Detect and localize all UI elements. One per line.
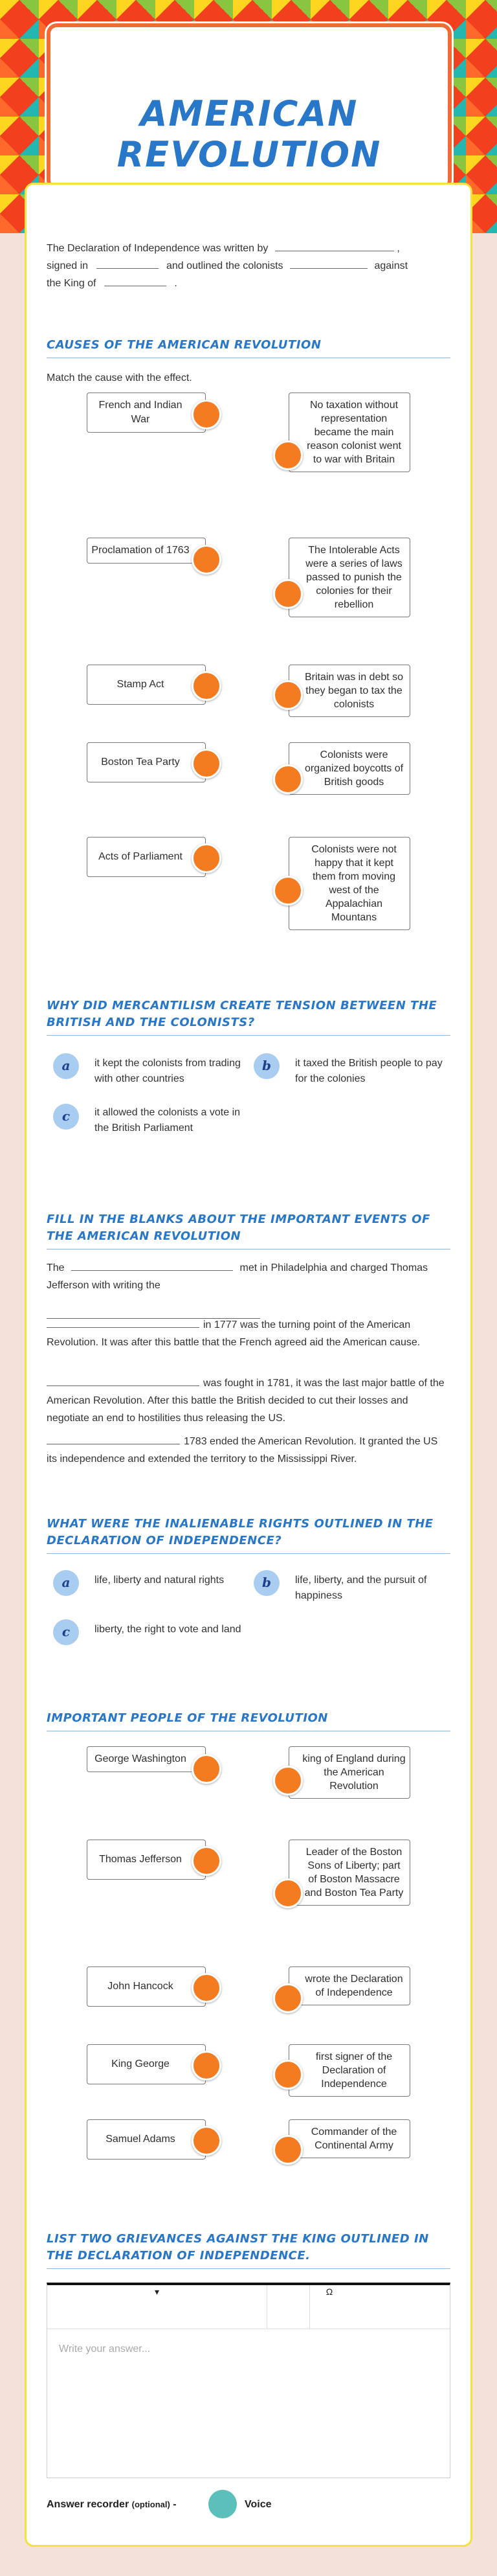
match-right-item[interactable]: king of England during the American Revolution bbox=[289, 1746, 410, 1799]
match-left-item[interactable]: King George bbox=[87, 2044, 206, 2084]
match-handle[interactable] bbox=[273, 876, 303, 906]
section-title: WHY DID MERCANTILISM CREATE TENSION BETWEEN THE BRITISH AND THE COLONISTS? bbox=[47, 997, 450, 1036]
match-right-item[interactable]: Colonists were not happy that it kept them from moving west of the Appalachian Mountans bbox=[289, 837, 410, 930]
match-handle[interactable] bbox=[273, 2135, 303, 2165]
match-left-item[interactable]: Samuel Adams bbox=[87, 2119, 206, 2160]
blank-signed[interactable] bbox=[96, 258, 159, 269]
option-text[interactable]: life, liberty, and the pursuit of happiness bbox=[295, 1575, 427, 1601]
match-handle[interactable] bbox=[192, 671, 221, 701]
blank-king[interactable] bbox=[104, 276, 166, 286]
match-handle[interactable] bbox=[192, 1973, 221, 2003]
option-badge[interactable]: a bbox=[53, 1570, 79, 1596]
match-left-item[interactable]: Boston Tea Party bbox=[87, 742, 206, 782]
section-title: WHAT WERE THE INALIENABLE RIGHTS OUTLINED IN THE DECLARATION OF INDEPENDENCE? bbox=[47, 1516, 450, 1554]
match-handle[interactable] bbox=[192, 545, 221, 575]
intro-paragraph bbox=[47, 240, 450, 292]
match-right-item[interactable]: wrote the Declaration of Independence bbox=[289, 1966, 410, 2005]
intro-text: , bbox=[397, 243, 400, 254]
blank-congress[interactable] bbox=[71, 1260, 233, 1271]
option-text[interactable]: it taxed the British people to pay for the colonies bbox=[295, 1058, 443, 1084]
match-handle[interactable] bbox=[273, 2060, 303, 2090]
intro-text: against bbox=[374, 260, 408, 271]
paragraph-text: The bbox=[47, 1262, 65, 1273]
match-left-item[interactable]: George Washington bbox=[87, 1746, 206, 1772]
option-text[interactable]: liberty, the right to vote and land bbox=[94, 1624, 241, 1635]
option-badge[interactable]: b bbox=[254, 1053, 280, 1079]
match-handle[interactable] bbox=[273, 579, 303, 609]
match-handle[interactable] bbox=[192, 2126, 221, 2156]
answer-box bbox=[47, 2283, 450, 2478]
instruction: Match the cause with the effect. bbox=[47, 372, 192, 383]
option-text[interactable]: it kept the colonists from trading with other countries bbox=[94, 1058, 241, 1084]
fill-paragraph bbox=[47, 1433, 450, 1468]
match-right-item[interactable]: Britain was in debt so they began to tax the colonists bbox=[289, 665, 410, 717]
match-left-item[interactable]: Acts of Parliament bbox=[87, 837, 206, 877]
section-title: FILL IN THE BLANKS ABOUT THE IMPORTANT EVENTS OF THE AMERICAN REVOLUTION bbox=[47, 1211, 450, 1249]
match-handle[interactable] bbox=[273, 440, 303, 470]
voice-record-button[interactable] bbox=[208, 2490, 237, 2518]
fill-paragraph bbox=[47, 1316, 450, 1351]
match-left-item[interactable]: Proclamation of 1763 bbox=[87, 538, 206, 564]
intro-text: the King of bbox=[47, 278, 96, 289]
recorder-label: Answer recorder bbox=[47, 2499, 129, 2510]
match-handle[interactable] bbox=[273, 764, 303, 794]
section-title: LIST TWO GRIEVANCES AGAINST THE KING OUTLINED IN THE DECLARATION OF INDEPENDENCE. bbox=[47, 2231, 450, 2269]
match-handle[interactable] bbox=[192, 749, 221, 779]
omega-icon: Ω bbox=[326, 2286, 333, 2297]
match-right-item[interactable]: first signer of the Declaration of Independence bbox=[289, 2044, 410, 2097]
intro-text: signed in bbox=[47, 260, 89, 271]
format-dropdown[interactable] bbox=[47, 2285, 267, 2329]
option-badge[interactable]: a bbox=[53, 1053, 79, 1079]
recorder-optional: (optional) bbox=[131, 2500, 170, 2509]
paragraph-text: 1783 ended the American Revolution. It granted the US its independence and extended the territory to the Mississippi River. bbox=[47, 1436, 438, 1465]
option-badge[interactable]: b bbox=[254, 1570, 280, 1596]
match-right-item[interactable]: The Intolerable Acts were a series of laws passed to punish the colonies for their rebellion bbox=[289, 538, 410, 617]
match-handle[interactable] bbox=[273, 1983, 303, 2013]
match-right-item[interactable]: Colonists were organized boycotts of British goods bbox=[289, 742, 410, 795]
fill-paragraph bbox=[47, 1259, 450, 1294]
option-text[interactable]: it allowed the colonists a vote in the British Parliament bbox=[94, 1107, 241, 1134]
match-right-item[interactable]: Leader of the Boston Sons of Liberty; part of Boston Massacre and Boston Tea Party bbox=[289, 1840, 410, 1906]
match-right-item[interactable]: Commander of the Continental Army bbox=[289, 2119, 410, 2158]
paragraph-text: met in Philadelphia and charged Thomas Jefferson with writing the bbox=[47, 1262, 428, 1291]
match-right-item[interactable]: No taxation without representation became the main reason colonist went to war with Britain bbox=[289, 393, 410, 472]
match-handle[interactable] bbox=[273, 1766, 303, 1795]
match-handle[interactable] bbox=[192, 843, 221, 873]
match-handle[interactable] bbox=[192, 2051, 221, 2080]
match-left-item[interactable]: French and Indian War bbox=[87, 393, 206, 433]
intro-text: and outlined the colonists bbox=[166, 260, 283, 271]
match-handle[interactable] bbox=[273, 1878, 303, 1908]
answer-textarea[interactable]: Write your answer... bbox=[59, 2343, 151, 2354]
paragraph-text: in 1777 was the turning point of the American Revolution. It was after this battle that the French agreed aid the American cause. bbox=[47, 1319, 421, 1348]
blank-treaty[interactable] bbox=[47, 1434, 180, 1444]
fill-paragraph bbox=[47, 1374, 450, 1427]
answer-recorder bbox=[47, 2499, 177, 2511]
match-handle[interactable] bbox=[192, 1846, 221, 1876]
special-char-button[interactable] bbox=[310, 2285, 349, 2329]
section-title: CAUSES OF THE AMERICAN REVOLUTION bbox=[47, 337, 450, 358]
match-handle[interactable] bbox=[192, 400, 221, 429]
option-badge[interactable]: c bbox=[53, 1619, 79, 1645]
editor-toolbar bbox=[47, 2285, 450, 2329]
intro-text: The Declaration of Independence was written by bbox=[47, 243, 269, 254]
match-handle[interactable] bbox=[192, 1754, 221, 1784]
option-badge[interactable]: c bbox=[53, 1104, 79, 1130]
blank-author[interactable] bbox=[275, 241, 394, 251]
match-left-item[interactable]: Stamp Act bbox=[87, 665, 206, 705]
match-handle[interactable] bbox=[273, 680, 303, 710]
section-title: IMPORTANT PEOPLE OF THE REVOLUTION bbox=[47, 1710, 450, 1731]
paragraph-text: was fought in 1781, it was the last major battle of the American Revolution. After this battle the British decided to cut their losses and negotiate an end to hostilities thus releasing the US. bbox=[47, 1378, 445, 1424]
header-card bbox=[47, 23, 452, 190]
intro-text: . bbox=[174, 278, 177, 289]
voice-label: Voice bbox=[245, 2499, 272, 2510]
chevron-down-icon: ▾ bbox=[154, 2286, 160, 2297]
match-left-item[interactable]: Thomas Jefferson bbox=[87, 1840, 206, 1880]
match-left-item[interactable]: John Hancock bbox=[87, 1966, 206, 2007]
blank-outlined[interactable] bbox=[290, 258, 368, 269]
toolbar-divider-cell bbox=[267, 2285, 310, 2329]
page-title: AMERICAN REVOLUTION bbox=[116, 93, 382, 175]
option-text[interactable]: life, liberty and natural rights bbox=[94, 1575, 225, 1586]
blank-battle-yorktown[interactable] bbox=[47, 1376, 199, 1386]
blank-battle-saratoga[interactable] bbox=[47, 1317, 199, 1328]
recorder-dash: - bbox=[173, 2499, 177, 2510]
